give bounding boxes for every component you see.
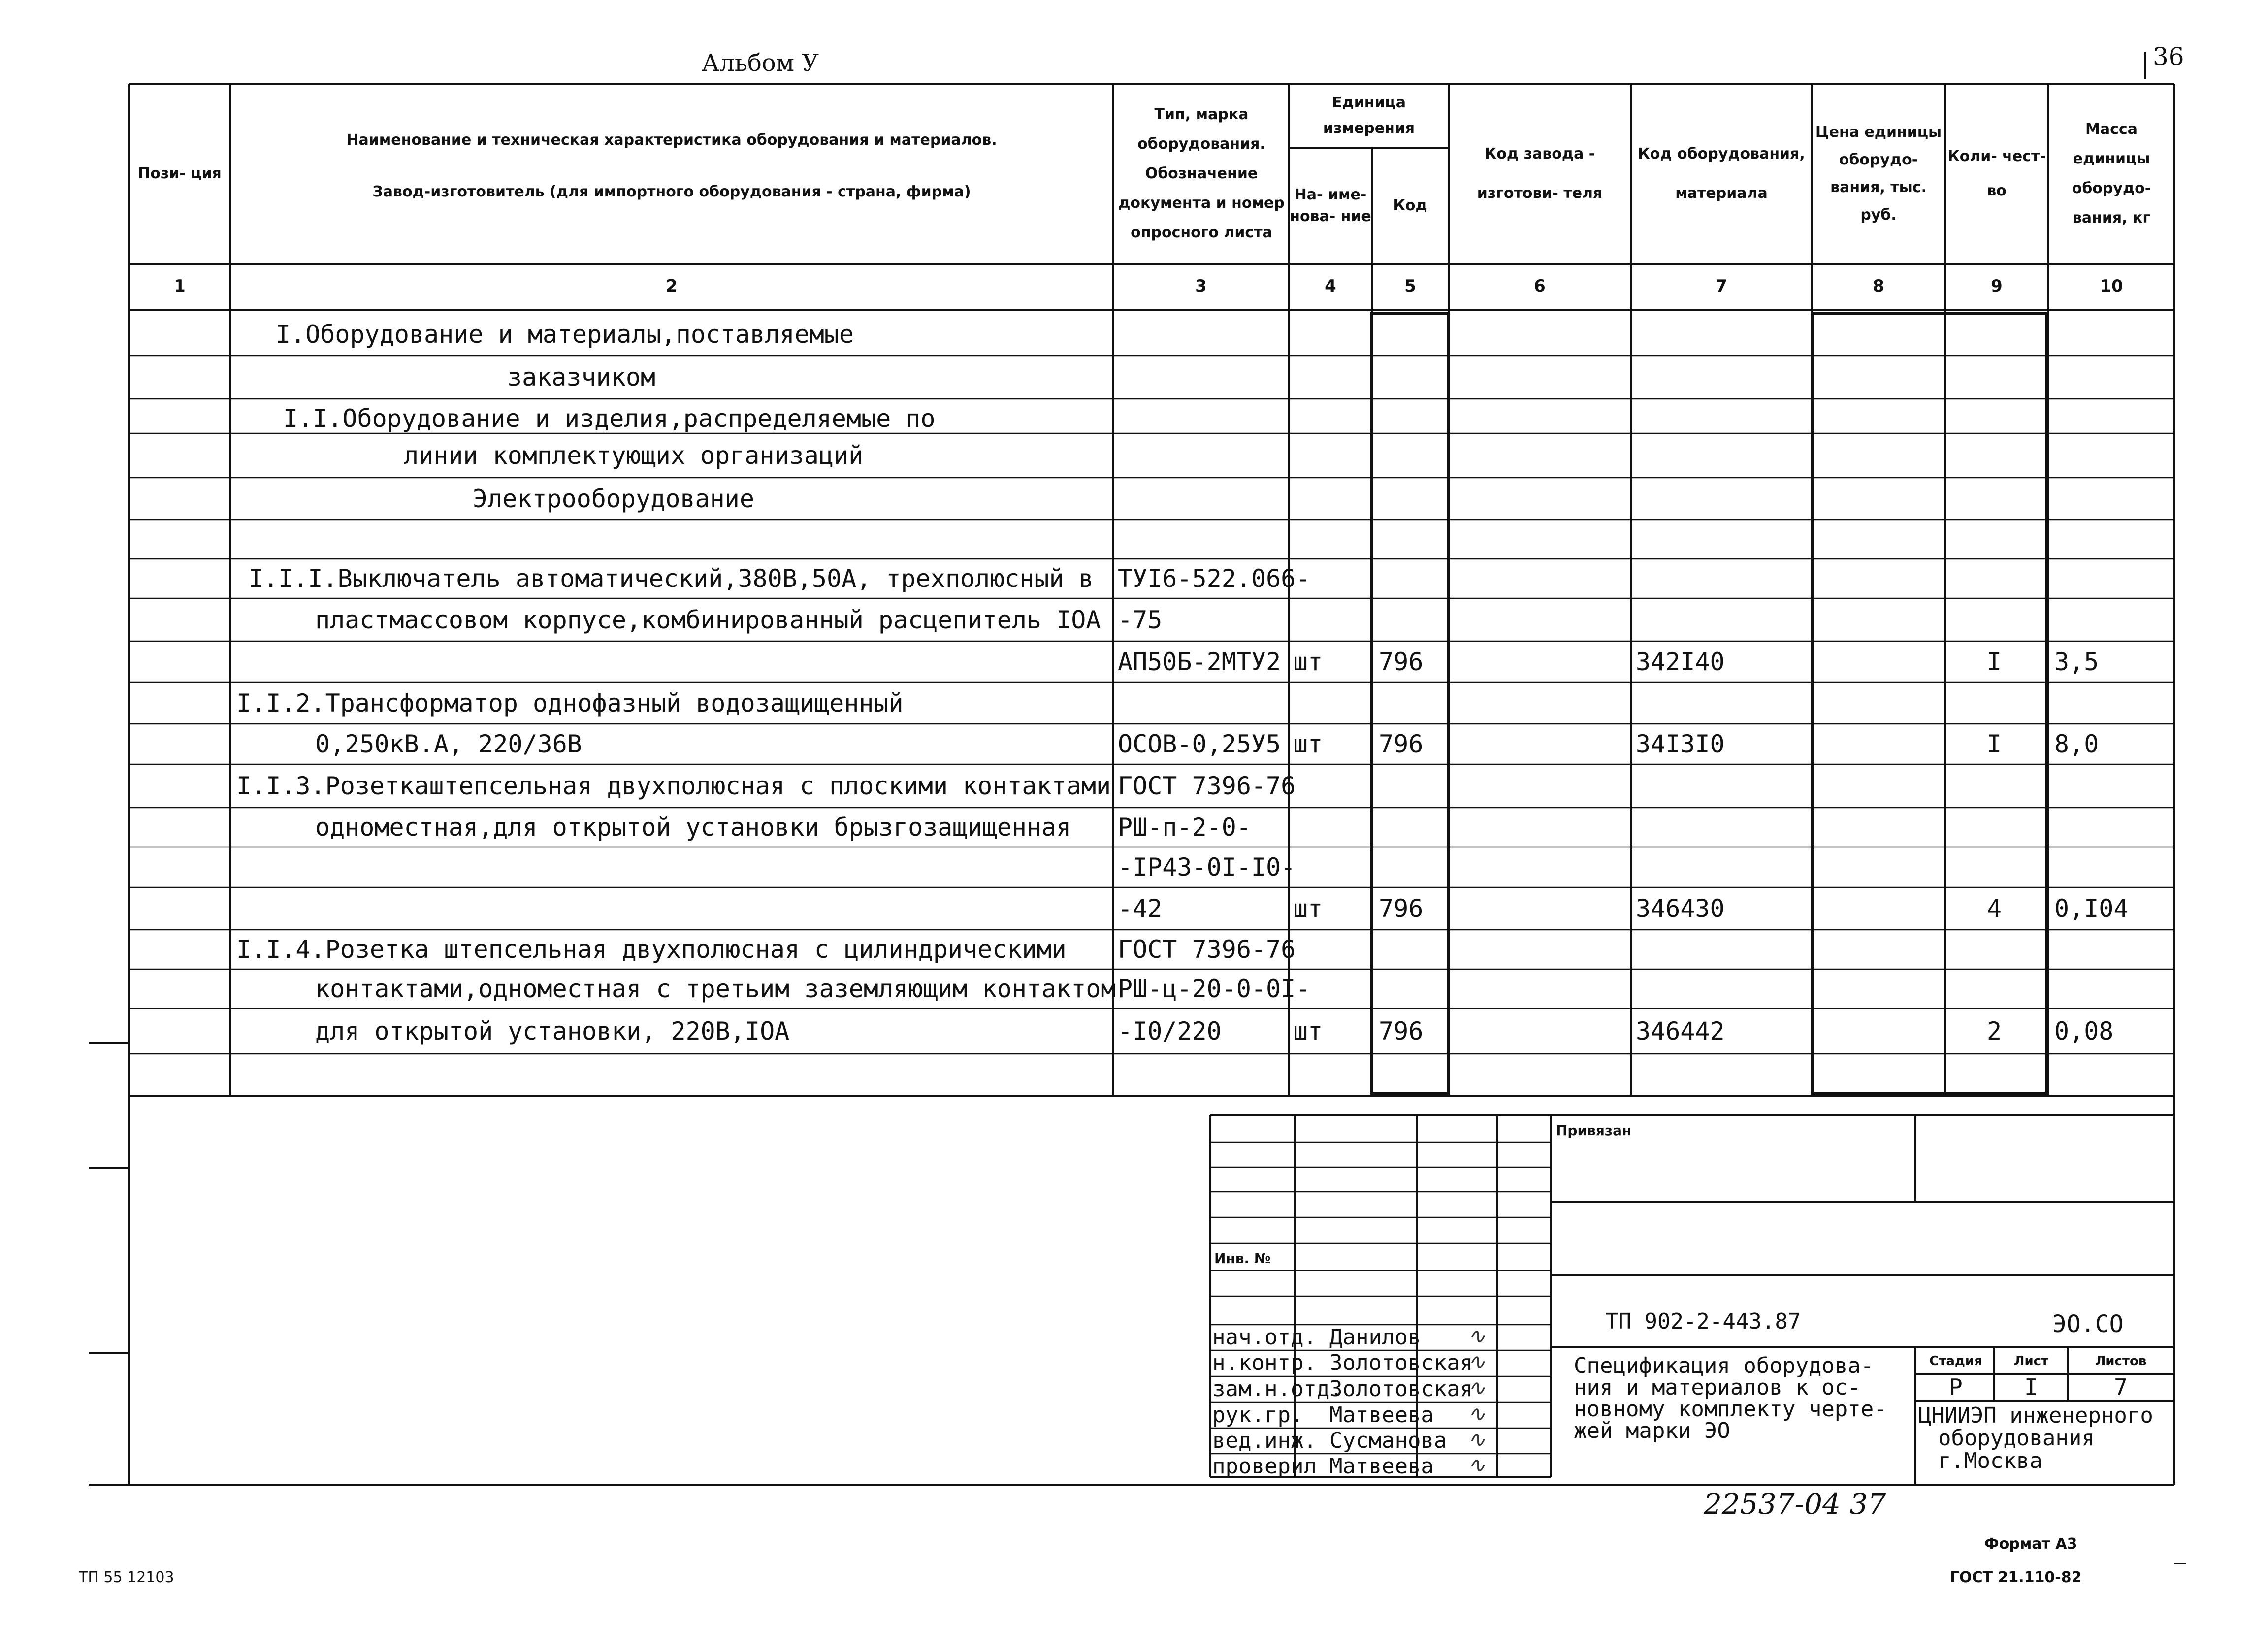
header-type: Тип, марка оборудования. Обозначение документа и номер опросного листа <box>1118 106 1285 241</box>
sheets-value: 7 <box>2114 1374 2128 1400</box>
signature-name: Золотовская <box>1329 1350 1473 1375</box>
row-name: Электрооборудование <box>473 484 754 513</box>
row-type: ГОСТ 7396-76 <box>1118 935 1296 964</box>
org-line-2: оборудования <box>1938 1426 2095 1451</box>
row-type: -I0/220 <box>1118 1017 1222 1045</box>
row-name: I.I.2.Трансформатор однофазный водозащищенный <box>236 688 904 717</box>
row-type: РШ-п-2-0- <box>1118 813 1251 842</box>
privyazan-label: Привязан <box>1556 1122 1632 1139</box>
stage-label: Стадия <box>1929 1354 1982 1368</box>
row-unit-code: 796 <box>1379 894 1424 923</box>
document-title <box>1574 1355 1887 1442</box>
signature-role: н.контр. <box>1212 1350 1317 1375</box>
handwritten-signature-icon: ∿ <box>1467 1401 1486 1427</box>
row-unit-code: 796 <box>1379 1017 1424 1045</box>
row-name: I.I.Оборудование и изделия,распределяемые по <box>283 404 936 433</box>
signature-role: проверил <box>1212 1454 1317 1479</box>
header-unit-name: На- име- нова- ние <box>1290 186 1371 225</box>
handwritten-signature-icon: ∿ <box>1467 1349 1486 1374</box>
document-code: ТП 902-2-443.87 <box>1605 1309 1801 1334</box>
row-equipment-code: 342I40 <box>1636 647 1725 676</box>
row-name: линии комплектующих организаций <box>404 441 864 470</box>
title-line-1: Спецификация оборудова- <box>1574 1353 1874 1378</box>
col-number-6: 6 <box>1534 276 1546 296</box>
row-quantity: 4 <box>1986 894 2002 923</box>
row-name: I.I.I.Выключатель автоматический,380В,50А, трехполюсный в <box>249 564 1094 593</box>
gost-reference: ГОСТ 21.110-82 <box>1950 1569 2082 1586</box>
row-unit: шт <box>1293 1017 1323 1045</box>
sheet-value: I <box>2024 1374 2038 1400</box>
col-number-4: 4 <box>1325 276 1336 296</box>
handwritten-signature-icon: ∿ <box>1467 1375 1486 1400</box>
org-line-3: г.Москва <box>1938 1448 2042 1473</box>
signature-name: Данилов <box>1329 1325 1421 1350</box>
col-number-2: 2 <box>666 276 678 296</box>
header-plant-code: Код завода - изготови- теля <box>1477 145 1603 202</box>
handwritten-signature-icon: ∿ <box>1467 1453 1486 1478</box>
row-name: одноместная,для открытой установки брызгозащищенная <box>315 813 1071 842</box>
row-type: АП50Б-2МТУ2 <box>1118 647 1281 676</box>
signature-role: нач.отд. <box>1212 1325 1317 1350</box>
row-type: -75 <box>1118 605 1163 634</box>
row-quantity: 2 <box>1986 1017 2002 1045</box>
col-number-1: 1 <box>174 276 186 296</box>
document-mark: ЭО.СО <box>2052 1310 2124 1338</box>
signature-name: Матвеева <box>1329 1402 1434 1428</box>
row-quantity: I <box>1986 647 2002 676</box>
header-unit-code: Код <box>1393 197 1427 214</box>
row-unit-code: 796 <box>1379 647 1424 676</box>
col-number-10: 10 <box>2100 276 2123 296</box>
row-name: 0,250кВ.А, 220/36В <box>315 730 582 758</box>
signature-name: Матвеева <box>1329 1454 1434 1479</box>
org-line-1: ЦНИИЭП инженерного <box>1918 1403 2153 1428</box>
inventory-label: Инв. № <box>1214 1250 1271 1267</box>
stage-value: Р <box>1949 1374 1963 1400</box>
row-name: для открытой установки, 220В,IOA <box>315 1017 790 1045</box>
tp-code: ТП 55 12103 <box>79 1569 174 1586</box>
row-unit: шт <box>1293 647 1323 676</box>
header-price: Цена единицы оборудо- вания, тыс. руб. <box>1815 124 1942 224</box>
page-number: 36 <box>2153 42 2184 71</box>
header-quantity: Коли- чест- во <box>1947 148 2046 199</box>
row-mass: 3,5 <box>2054 647 2099 676</box>
title-line-2: ния и материалов к ос- <box>1574 1375 1861 1400</box>
row-type: РШ-ц-20-0-0I- <box>1118 975 1311 1003</box>
header-position: Пози- ция <box>138 165 222 182</box>
handwritten-signature-icon: ∿ <box>1467 1324 1486 1349</box>
row-type: ТУI6-522.066- <box>1118 564 1311 593</box>
header-name: Наименование и техническая характеристика оборудования и материалов. <box>346 131 997 149</box>
signature-role: зам.н.отд. <box>1212 1376 1343 1401</box>
header-equipment-code: Код оборудования, материала <box>1638 145 1805 202</box>
row-type: -42 <box>1118 894 1163 923</box>
handwritten-signature-icon: ∿ <box>1467 1427 1486 1452</box>
signature-role: вед.инж. <box>1212 1428 1317 1453</box>
row-unit: шт <box>1293 730 1323 758</box>
row-type: -IP43-0I-I0- <box>1118 853 1296 881</box>
row-unit: шт <box>1293 894 1323 923</box>
row-equipment-code: 346430 <box>1636 894 1725 923</box>
paper-format: Формат А3 <box>1984 1535 2077 1553</box>
row-name: заказчиком <box>507 363 656 391</box>
row-mass: 0,I04 <box>2054 894 2129 923</box>
header-mass: Масса единицы оборудо- вания, кг <box>2072 121 2151 227</box>
title-line-3: новному комплекту черте- <box>1574 1397 1887 1422</box>
col-number-7: 7 <box>1716 276 1727 296</box>
row-name: I.I.4.Розетка штепсельная двухполюсная с цилиндрическими <box>236 935 1067 964</box>
sheets-label: Листов <box>2095 1354 2147 1368</box>
row-type: ГОСТ 7396-76 <box>1118 772 1296 800</box>
col-number-8: 8 <box>1873 276 1884 296</box>
sheet-label: Лист <box>2013 1354 2049 1368</box>
signature-role: рук.гр. <box>1212 1402 1304 1428</box>
row-name: I.Оборудование и материалы,поставляемые <box>276 320 854 349</box>
header-unit: Единица измерения <box>1323 94 1415 137</box>
row-unit-code: 796 <box>1379 730 1424 758</box>
album-caption: Альбом У <box>702 49 819 77</box>
header-manufacturer: Завод-изготовитель (для импортного оборудования - страна, фирма) <box>372 183 971 200</box>
organization <box>1918 1404 2153 1472</box>
signature-name: Сусманова <box>1329 1428 1447 1453</box>
row-name: I.I.3.Розеткаштепсельная двухполюсная с плоскими контактами <box>236 772 1111 800</box>
row-equipment-code: 34I3I0 <box>1636 730 1725 758</box>
row-quantity: I <box>1986 730 2002 758</box>
row-name: контактами,одноместная с третьим заземляющим контактом <box>315 975 1116 1003</box>
row-name: пластмассовом корпусе,комбинированный расцепитель IOA <box>315 605 1101 634</box>
row-mass: 8,0 <box>2054 730 2099 758</box>
title-line-4: жей марки ЭО <box>1574 1418 1730 1443</box>
row-equipment-code: 346442 <box>1636 1017 1725 1045</box>
signature-name: Золотовская <box>1329 1376 1473 1401</box>
col-number-9: 9 <box>1991 276 2003 296</box>
row-type: ОСОВ-0,25У5 <box>1118 730 1281 758</box>
col-number-5: 5 <box>1404 276 1416 296</box>
handwritten-number: 22537-04 37 <box>1704 1487 1886 1521</box>
col-number-3: 3 <box>1195 276 1207 296</box>
row-mass: 0,08 <box>2054 1017 2114 1045</box>
